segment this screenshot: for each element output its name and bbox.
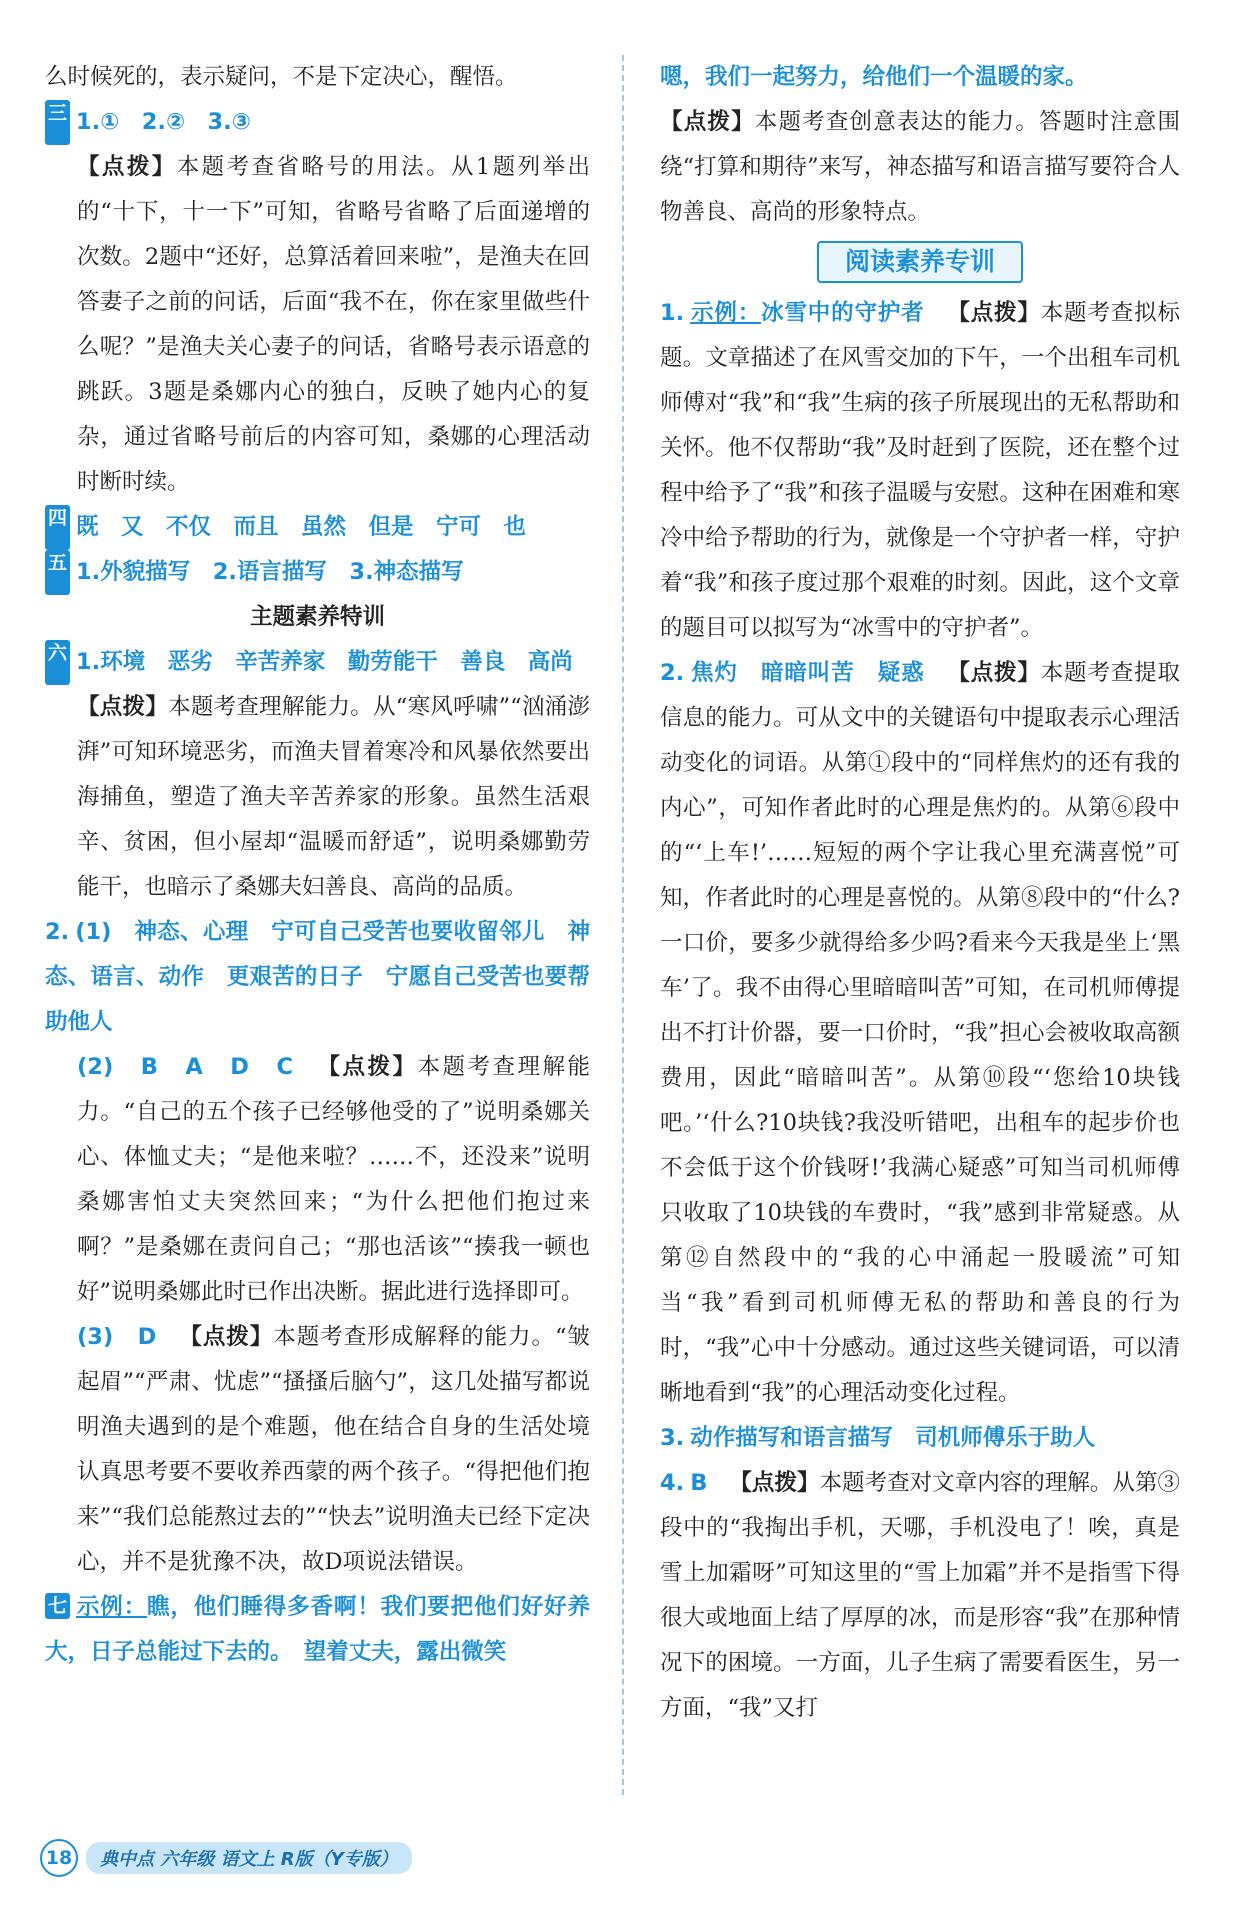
section-6-note [45,685,590,910]
section-badge: 七 [45,1593,70,1619]
section-badge: 三 [45,100,70,145]
reading-question-1 [660,291,1180,651]
answer-text: (3) D [77,1324,157,1350]
reading-question-3 [660,1416,1180,1461]
question-number: 1. [660,300,685,326]
section-4-answers [45,505,590,550]
hint-tag: 【点拨】 [77,694,169,720]
right-column [660,55,1180,1731]
hint-text: 本题考查拟标题。文章描述了在风雪交加的下午，一个出租车司机师傅对“我”和“我”生病的孩子所展现出的无私帮助和关怀。他不仅帮助“我”及时赶到了医院，还在整个过程中给予了“我”和孩子温暖与安慰。这种在困难和寒冷中给予帮助的行为，就像是一个守护者一样，守护着“我”和孩子度过那个艰难的时刻。因此，这个文章的题目可以拟写为“冰雪中的守护者”。 [660,300,1180,641]
reading-question-2 [660,651,1180,1416]
section-banner: 阅读素养专训 [817,241,1023,283]
reading-question-4 [660,1461,1180,1731]
section-5-answers [45,550,590,595]
hint-text: 本题考查提取信息的能力。可从文中的关键语句中提取表示心理活动变化的词语。从第①段中的“同样焦灼的还有我的内心”，可知作者此时的心理是焦灼的。从第⑥段中的“‘上车!’……短短的两个字让我心里充满喜悦”可知，作者此时的心理是喜悦的。从第⑧段中的“什么?一口价，要多少就得给多少吗?看来今天我是坐上‘黑车’了。我不由得心里暗暗叫苦”可知，在司机师傅提出不打计价器，要一口价时，“我”担心会被收取高额费用，因此“暗暗叫苦”。从第⑩段“‘您给10块钱吧。’‘什么?10块钱?我没听错吧，出租车的起步价也不会低于这个价钱呀!’我满心疑惑”可知当司机师傅只收取了10块钱的车费时，“我”感到非常疑惑。从第⑫自然段中的“我的心中涌起一股暖流”可知当“我”看到司机师傅无私的帮助和善良的行为时，“我”心中十分感动。通过这些关键词语，可以清晰地看到“我”的心理活动变化过程。 [660,660,1180,1406]
left-column [45,55,590,1675]
hint-text: 本题考查创意表达的能力。答题时注意围绕“打算和期待”来写，神态描写和语言描写要符合人物善良、高尚的形象特点。 [660,109,1180,225]
question-number: 2. [660,660,685,686]
hint-tag: 【点拨】 [946,300,1041,326]
section-7-answers [45,1585,590,1675]
answer-text: 既 又 不仅 而且 虽然 但是 宁可 也 [76,514,527,540]
section-3-answers [45,100,590,145]
right-line-1: 嗯，我们一起努力，给他们一个温暖的家。 [660,64,1088,90]
hint-text: 本题考查形成解释的能力。“皱起眉”“严肃、忧虑”“搔搔后脑勺”，这几处描写都说明渔夫遇到的是个难题，他在结合自身的生活处境认真思考要不要收养西蒙的两个孩子。“得把他们抱来”“我们总能熬过去的”“快去”说明渔夫已经下定决心，并不是犹豫不决，故D项说法错误。 [77,1324,590,1575]
banner-wrap [660,235,1180,291]
section-badge: 四 [45,505,70,550]
answer-text: 瞧，他们睡得多香啊！我们要把他们好好养大，日子总能过下去的。 望着丈夫，露出微笑 [45,1594,590,1665]
book-label: 典中点 六年级 语文上 R版（Y专版） [86,1842,412,1874]
question-number: 2. [45,919,70,945]
hint-tag: 【点拨】 [946,660,1041,686]
hint-tag: 【点拨】 [314,1054,418,1080]
example-label: 示例： [690,300,762,326]
answer-text: B [690,1470,708,1496]
hint-tag: 【点拨】 [77,154,177,180]
hint-text: 本题考查理解能力。“自己的五个孩子已经够他受的了”说明桑娜关心、体恤丈夫；“是他来啦？……不，还没来”说明桑娜害怕丈夫突然回来；“为什么把他们抱过来啊？”是桑娜在责问自己；“那也活该”“揍我一顿也好”说明桑娜此时已作出决断。据此进行选择即可。 [77,1054,590,1305]
section-3-note [45,145,590,505]
section-badge: 六 [45,640,70,685]
answer-text: (2) B A D C [77,1054,293,1080]
hint-tag: 【点拨】 [178,1324,274,1350]
hint-text: 本题考查对文章内容的理解。从第③段中的“我掏出手机，天哪，手机没电了！唉，真是雪上加霜呀”可知这里的“雪上加霜”并不是指雪下得很大或地面上结了厚厚的冰，而是形容“我”在那种情况下的困境。一方面，儿子生病了需要看医生，另一方面，“我”又打 [660,1470,1180,1721]
answer-text: 动作描写和语言描写 司机师傅乐于助人 [690,1425,1096,1451]
hint-tag: 【点拨】 [660,109,755,135]
question-2-part-3 [45,1315,590,1585]
question-2-answers [45,910,590,1045]
answer-text: 1.外貌描写 2.语言描写 3.神态描写 [76,559,464,585]
page-footer [40,1839,412,1877]
question-number: 3. [660,1425,685,1451]
page-number: 18 [40,1839,78,1877]
column-divider [622,55,624,1795]
section-6-answers [45,640,590,685]
section-title: 主题素养特训 [249,604,385,630]
left-line-1: 么时候死的，表示疑问，不是下定决心，醒悟。 [45,64,518,90]
answer-text: 冰雪中的守护者 [761,300,925,326]
answer-text: 1.环境 恶劣 辛苦养家 勤劳能干 善良 高尚 [76,649,573,675]
section-badge: 五 [45,550,70,595]
answer-text: (1) 神态、心理 宁可自己受苦也要收留邻儿 神态、语言、动作 更艰苦的日子 宁愿自己受苦也要帮助他人 [45,919,590,1035]
answer-text: 焦灼 暗暗叫苦 疑惑 [690,660,925,686]
answer-text: 1.① 2.② 3.③ [76,109,251,135]
question-2-part-2 [45,1045,590,1315]
hint-text: 本题考查省略号的用法。从1题列举出的“十下，十一下”可知，省略号省略了后面递增的次数。2题中“还好，总算活着回来啦”，是渔夫在回答妻子之前的问话，后面“我不在，你在家里做些什么呢？”是渔夫关心妻子的问话，省略号表示语意的跳跃。3题是桑娜内心的独白，反映了她内心的复杂，通过省略号前后的内容可知，桑娜的心理活动时断时续。 [77,154,590,495]
example-label: 示例： [76,1594,147,1620]
hint-tag: 【点拨】 [729,1470,820,1496]
question-number: 4. [660,1470,685,1496]
right-note-1 [660,100,1180,235]
hint-text: 本题考查理解能力。从“寒风呼啸”“汹涌澎湃”可知环境恶劣，而渔夫冒着寒冷和风暴依然要出海捕鱼，塑造了渔夫辛苦养家的形象。虽然生活艰辛、贫困，但小屋却“温暖而舒适”，说明桑娜勤劳能干，也暗示了桑娜夫妇善良、高尚的品质。 [77,694,590,900]
